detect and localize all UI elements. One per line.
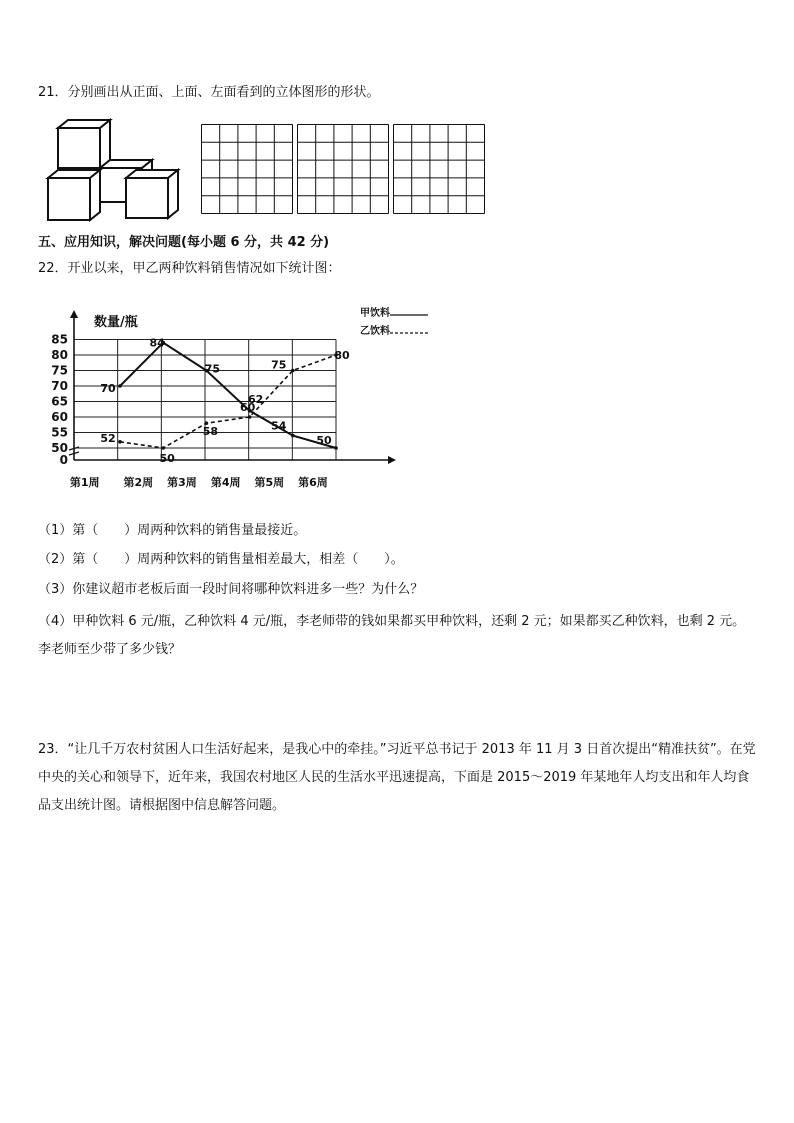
- x-tick-label: 第4周: [210, 476, 241, 489]
- drawing-grid-left: [393, 124, 485, 214]
- section-5-heading: 五、应用知识，解决问题(每小题 6 分，共 42 分): [38, 235, 330, 250]
- data-point: [161, 446, 165, 450]
- y-tick-label: 60: [51, 410, 68, 424]
- beverage-sales-line-chart: [50, 298, 430, 498]
- drawing-grid-top: [297, 124, 389, 214]
- y-tick-label: 75: [51, 363, 68, 378]
- y-tick-label: 85: [51, 332, 68, 347]
- x-tick-label: 第5周: [254, 476, 285, 489]
- cube-stack-figure: [44, 116, 194, 226]
- data-label: 75: [271, 358, 287, 372]
- data-label: 84: [149, 336, 165, 350]
- y-tick-label: 50: [51, 441, 68, 455]
- data-point: [291, 369, 295, 373]
- y-tick-label: 55: [51, 425, 68, 440]
- data-point: [291, 434, 295, 438]
- question-22: 22．开业以来，甲乙两种饮料销售情况如下统计图：: [38, 261, 341, 276]
- drawing-grid-front: [201, 124, 293, 214]
- y-tick-label: 70: [51, 379, 68, 393]
- y-tick-label: 0: [59, 453, 68, 467]
- data-label: 75: [204, 362, 221, 376]
- question-22-part-3: （3）你建议超市老板后面一段时间将哪种饮料进多一些？为什么？: [38, 582, 424, 597]
- question-22-part-2: （2）第（ ）周两种饮料的销售量相差最大，相差（ ）。: [38, 552, 404, 567]
- y-tick-label: 80: [51, 348, 68, 362]
- question-22-part-4: （4）甲种饮料 6 元/瓶，乙种饮料 4 元/瓶，李老师带的钱如果都买甲种饮料，还剩 2 元；如果都买乙种饮料，也剩 2 元。李老师至少带了多少钱？: [38, 614, 746, 657]
- legend-label: 乙饮料: [360, 326, 390, 337]
- data-label: 50: [159, 452, 175, 465]
- x-tick-label: 第1周: [69, 476, 100, 489]
- question-21: 21．分别画出从正面、上面、左面看到的立体图形的形状。: [38, 85, 380, 100]
- x-tick-label: 第6周: [298, 476, 328, 489]
- data-point: [118, 384, 122, 388]
- y-axis-arrow: [70, 310, 78, 318]
- data-label: 58: [202, 425, 219, 439]
- x-tick-label: 第2周: [123, 476, 154, 489]
- data-label: 70: [100, 382, 116, 395]
- data-point: [334, 446, 338, 450]
- data-label: 54: [271, 419, 287, 433]
- data-label: 52: [100, 431, 116, 445]
- data-label: 80: [334, 349, 350, 362]
- question-23: 23．“让几千万农村贫困人口生活好起来，是我心中的牵挂。”习近平总书记于 2013 年 11 月 3 日首次提出“精准扶贫”。在党中央的关心和领导下，近年来，我国农村地区人民的生活水平迅速提高，下面是 2015～2019 年某地年人均支出和年人均食品支出统计图。请根据图中信息解答问题。: [38, 742, 756, 813]
- x-axis-arrow: [388, 456, 396, 464]
- y-axis-label: 数量/瓶: [94, 315, 138, 330]
- data-point: [248, 415, 252, 419]
- data-label: 50: [316, 434, 332, 447]
- data-point: [118, 440, 122, 444]
- x-tick-label: 第3周: [167, 476, 197, 489]
- legend-label: 甲饮料: [360, 308, 390, 319]
- question-22-part-1: （1）第（ ）周两种饮料的销售量最接近。: [38, 523, 307, 538]
- y-tick-label: 65: [51, 394, 68, 409]
- data-label: 60: [239, 401, 256, 414]
- data-label: 62: [247, 392, 264, 406]
